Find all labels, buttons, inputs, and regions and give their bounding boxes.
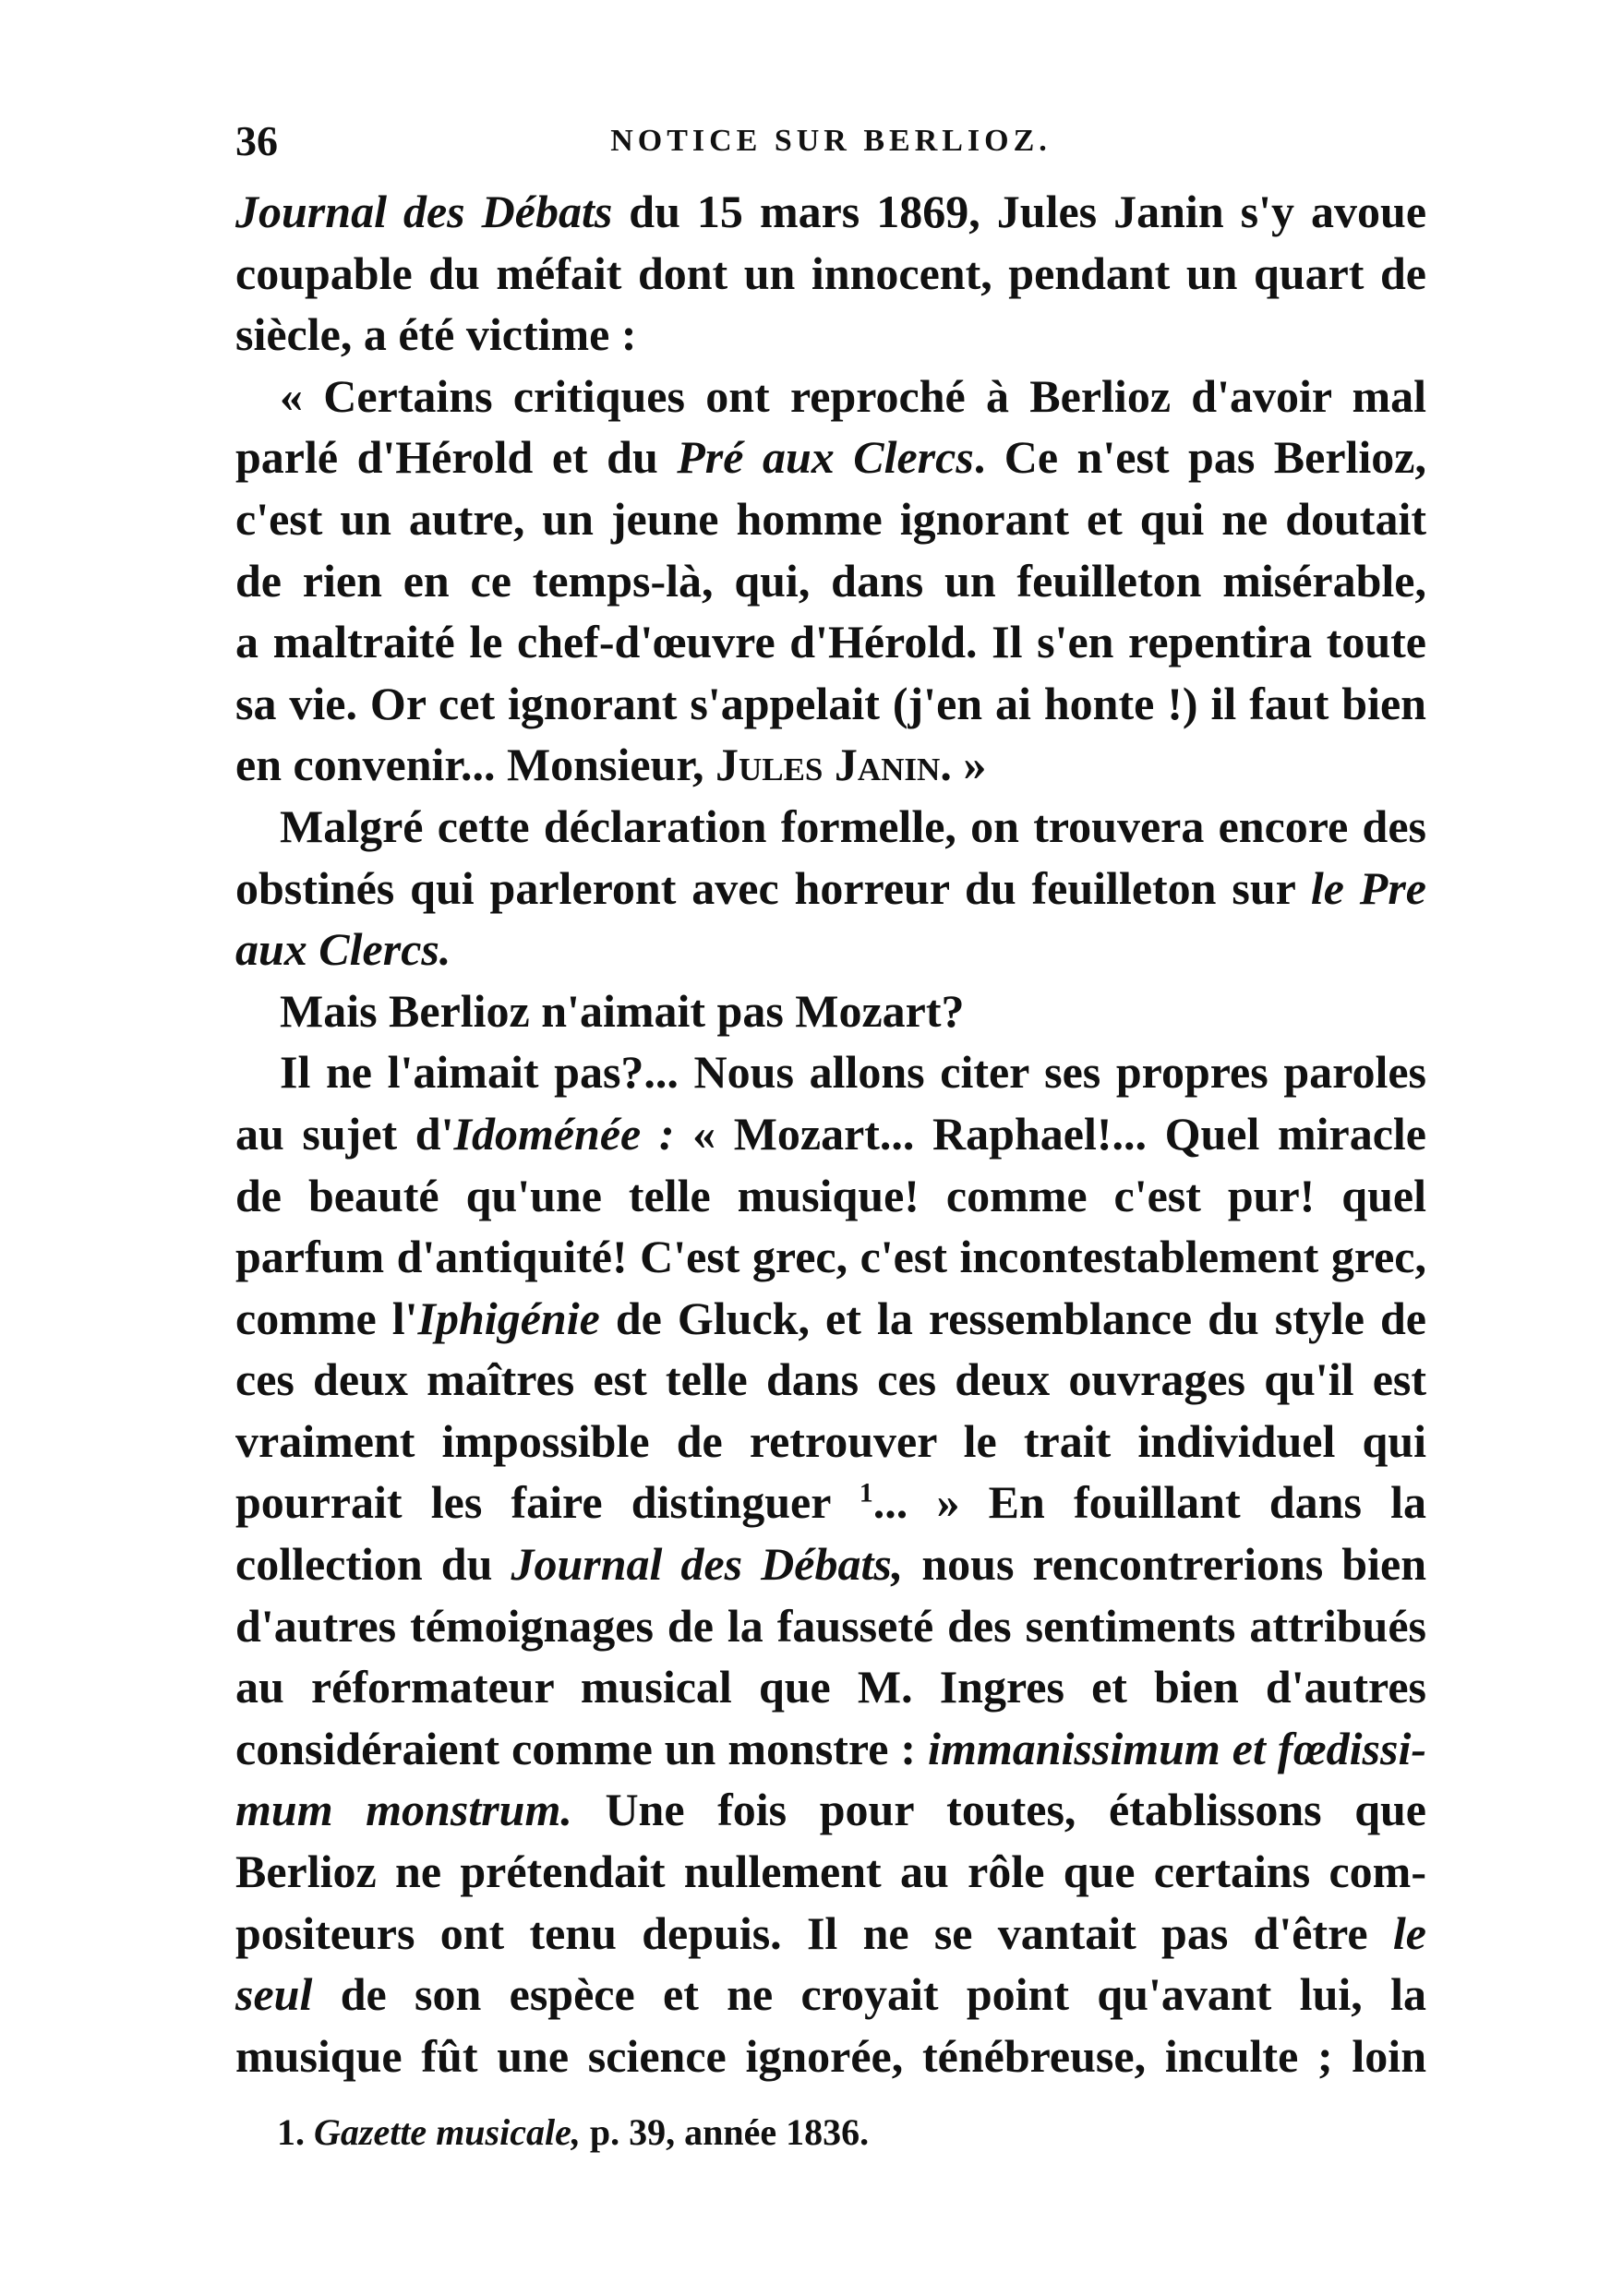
text-line: sa vie. Or cet ignorant s'appelait (j'en ai honte !) il faut bien [235,677,1426,729]
text-line: seul de son espèce et ne croyait point qu'avant lui, la [235,1968,1426,2021]
text-line: d'autres témoignages de la fausseté des sentiments attribués [235,1599,1426,1652]
running-title: NOTICE SUR BERLIOZ. [610,124,1052,158]
text-line: de beauté qu'une telle musique! comme c'est pur! quel [235,1169,1426,1221]
text-line: mum monstrum. Une fois pour toutes, établissons que [235,1784,1426,1836]
text-line: obstinés qui parleront avec horreur du feuilleton sur le Pre [235,861,1426,914]
text-line: collection du Journal des Débats, nous rencontrerions bien [235,1538,1427,1591]
text-line: a maltraité le chef-d'œuvre d'Hérold. Il s'en repentira toute [235,616,1426,668]
text-line: Malgré cette déclaration formelle, on trouvera encore des [280,799,1426,852]
body-text [235,181,1426,2086]
page-number: 36 [235,117,278,164]
text-line: siècle, a été victime : [235,308,637,361]
page-header [235,109,1426,174]
text-line: comme l'Iphigénie de Gluck, et la ressemblance du style de [235,1292,1427,1344]
text-line: de rien en ce temps-là, qui, dans un feuilleton misérable, [235,554,1426,607]
text-line: musique fût une science ignorée, ténébreuse, inculte ; loin [235,2029,1426,2082]
footnote: 1. Gazette musicale, p. 39, année 1836. [277,2111,870,2153]
text-line: parfum d'antiquité! C'est grec, c'est incontestablement grec, [235,1231,1426,1283]
text-line: Journal des Débats du 15 mars 1869, Jules Janin s'y avoue [235,186,1427,237]
text-line: Berlioz ne prétendait nullement au rôle que certains com- [235,1845,1426,1898]
text-line: au sujet d'Idoménée : « Mozart... Raphael!... Quel miracle [235,1107,1427,1160]
text-line: « Certains critiques ont reproché à Berlioz d'avoir mal [280,369,1426,422]
text-line: Il ne l'aimait pas?... Nous allons citer ses propres paroles [280,1046,1426,1099]
text-line: positeurs ont tenu depuis. Il ne se vantait pas d'être le [235,1906,1426,1959]
footnote-marker: 1 [859,1477,873,1509]
text-line: parlé d'Hérold et du Pré aux Clercs. Ce n'est pas Berlioz, [235,431,1426,484]
text-line: considéraient comme un monstre : immanissimum et fœdissi- [235,1722,1426,1774]
text-line: vraiment impossible de retrouver le trait individuel qui [235,1414,1426,1467]
text-line: en convenir... Monsieur, Jules Janin. » [235,739,987,791]
text-line: coupable du méfait dont un innocent, pendant un quart de [235,246,1426,299]
text-line: Mais Berlioz n'aimait pas Mozart? [280,984,965,1037]
text-line: c'est un autre, un jeune homme ignorant et qui ne doutait [235,492,1426,545]
text-line: au réformateur musical que M. Ingres et bien d'autres [235,1661,1426,1713]
text-line: ces deux maîtres est telle dans ces deux ouvrages qu'il est [235,1353,1426,1406]
text-line: aux Clercs. [235,923,451,976]
text-line: pourrait les faire distinguer $^1$... » En fouillant dans la [235,1476,1427,1529]
